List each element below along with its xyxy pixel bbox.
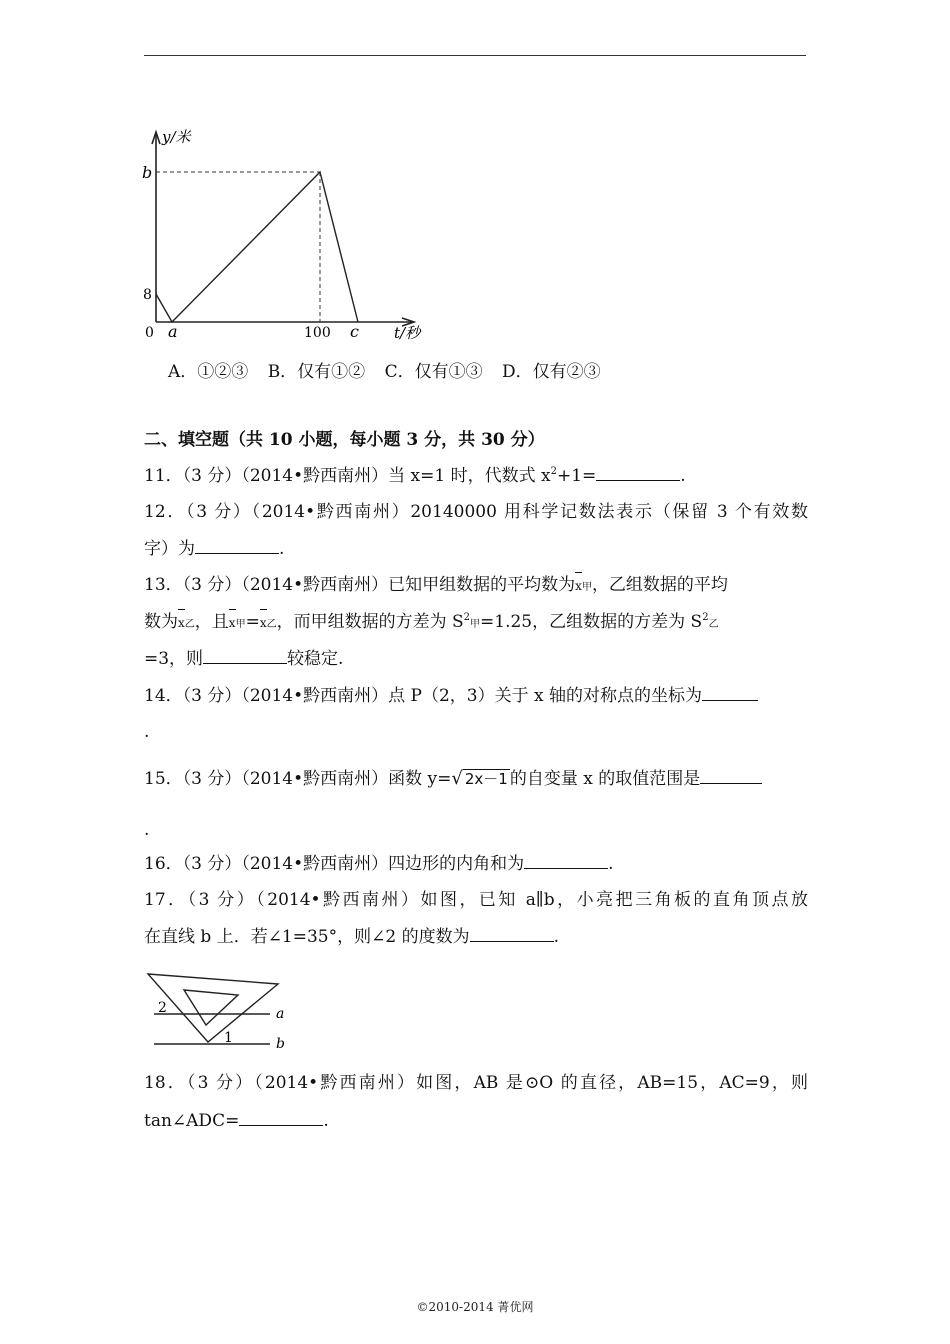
line-a-label: a <box>276 1006 285 1022</box>
question-16: 16．（3 分）（2014•黔西南州）四边形的内角和为 . <box>144 854 614 874</box>
line-b-label: b <box>276 1036 285 1052</box>
question-14-end: . <box>144 722 150 742</box>
question-15-end: . <box>144 820 150 840</box>
answer-blank <box>239 1109 323 1126</box>
option-d: D．仅有②③ <box>502 362 601 382</box>
question-14: 14．（3 分）（2014•黔西南州）点 P（2，3）关于 x 轴的对称点的坐标为 <box>144 684 808 708</box>
section-title: 二、填空题（共 10 小题，每小题 3 分，共 30 分） <box>144 430 545 450</box>
header-rule <box>144 55 806 56</box>
label-100: 100 <box>304 325 331 341</box>
question-13-line3: =3，则 较稳定. <box>144 649 344 669</box>
label-8: 8 <box>143 287 152 303</box>
question-13-line1: 13．（3 分）（2014•黔西南州）已知甲组数据的平均数为x甲，乙组数据的平均 <box>144 573 808 600</box>
answer-blank <box>700 767 762 784</box>
question-12-line1: 12．（3 分）（2014•黔西南州）20140000 用科学记数法表示（保留 3 个有效数 <box>144 502 808 522</box>
triangle-ruler-figure <box>144 968 294 1052</box>
label-c: c <box>350 322 359 341</box>
question-18-line2: tan∠ADC= . <box>144 1111 329 1131</box>
y-axis-label: y/米 <box>162 128 191 146</box>
footer-copyright: ©2010-2014 菁优网 <box>416 1300 534 1314</box>
answer-blank <box>195 537 279 554</box>
question-12-line2: 字）为 . <box>144 539 285 559</box>
question-17-line2: 在直线 b 上．若∠1=35°，则∠2 的度数为 . <box>144 927 559 947</box>
answer-blank <box>596 464 680 481</box>
question-17-line1: 17．（3 分）（2014•黔西南州）如图，已知 a∥b，小亮把三角板的直角顶点放 <box>144 890 808 910</box>
answer-options <box>168 360 615 384</box>
question-18-line1: 18．（3 分）（2014•黔西南州）如图，AB 是⊙O 的直径，AB=15，AC=9，则 <box>144 1073 808 1093</box>
option-a: A．①②③ <box>168 362 249 382</box>
option-b: B．仅有①② <box>267 362 366 382</box>
question-11: 11．（3 分）（2014•黔西南州）当 x=1 时，代数式 $x^2+1=$ . <box>144 466 686 486</box>
answer-blank <box>524 852 608 869</box>
triangle-outer <box>148 974 278 1042</box>
angle-1-label: 1 <box>224 1030 233 1046</box>
answer-blank <box>470 925 554 942</box>
answer-blank <box>702 684 758 701</box>
answer-blank <box>203 647 287 664</box>
label-origin: 0 <box>145 325 154 341</box>
x-axis-label: t/秒 <box>394 324 421 342</box>
triangle-inner <box>184 990 238 1025</box>
question-13-line2: 数为x乙，且x甲=x乙，而甲组数据的方差为 $S^2$甲=1.25，乙组数据的方差为 $S^2$乙 <box>144 610 808 637</box>
option-c: C．仅有①③ <box>384 362 483 382</box>
angle-2-label: 2 <box>158 1000 167 1016</box>
graph-line <box>156 172 358 322</box>
label-a: a <box>168 322 178 341</box>
sqrt-icon: √ <box>451 768 463 789</box>
question-15: 15．（3 分）（2014•黔西南州）函数 y=√ 2x－1 的自变量 x 的取值范围是 <box>144 767 808 791</box>
distance-time-graph <box>136 124 436 346</box>
label-b: b <box>142 163 153 182</box>
